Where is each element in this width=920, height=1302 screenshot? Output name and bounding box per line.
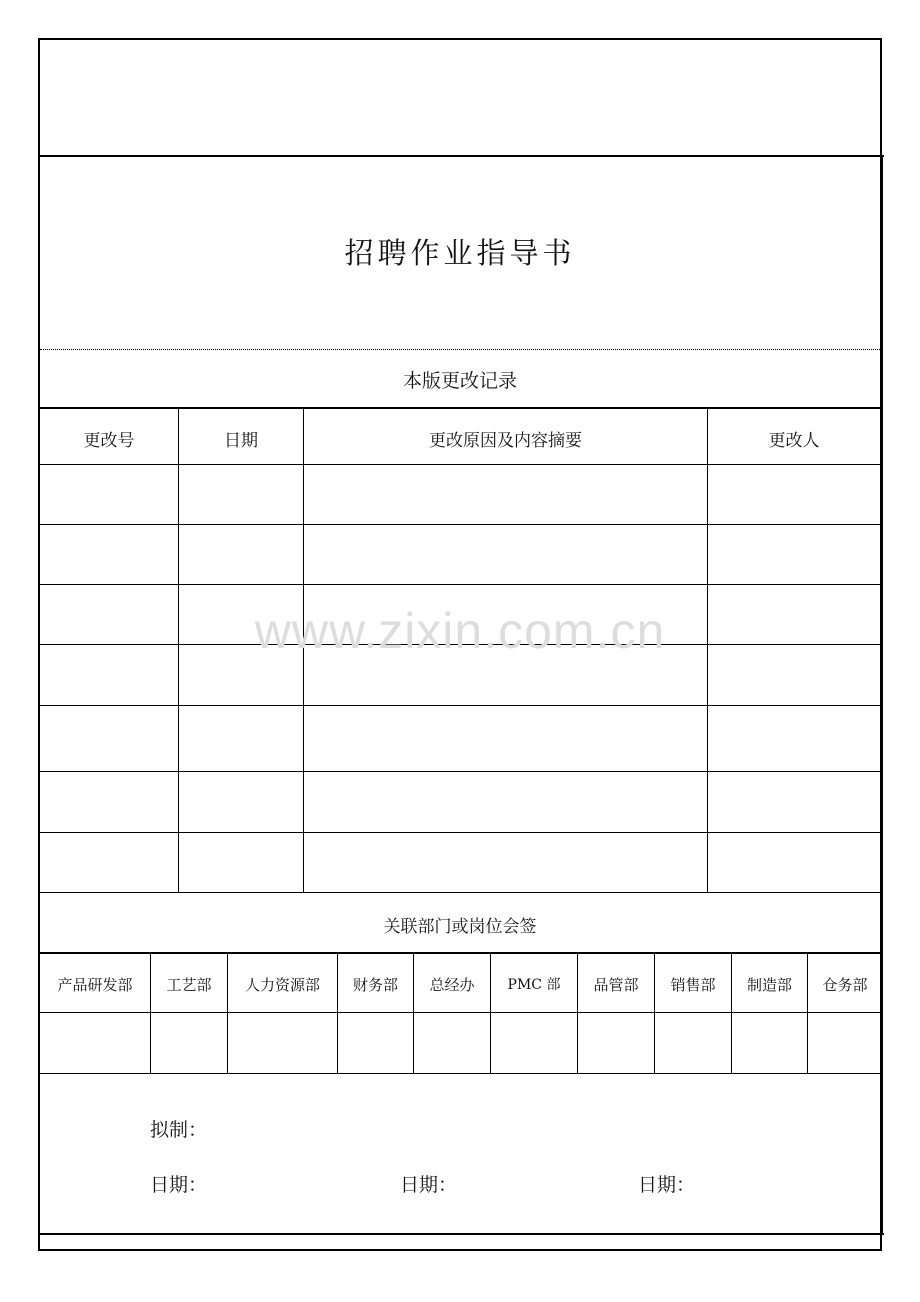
document-title: 招聘作业指导书 — [344, 236, 576, 270]
column-header-modifier: 更改人 — [768, 431, 820, 451]
column-header-reason-summary: 更改原因及内容摘要 — [429, 431, 582, 451]
revision-row-divider — [40, 832, 882, 833]
footer-divider — [38, 1233, 884, 1235]
department-header: 总经办 — [429, 976, 475, 994]
revision-row-divider — [40, 771, 882, 772]
department-header: PMC 部 — [507, 977, 561, 993]
department-column-divider — [654, 953, 655, 1074]
department-column-divider — [413, 953, 414, 1074]
date-label: 日期： — [400, 1174, 458, 1196]
department-header: 销售部 — [670, 976, 716, 994]
countersign-heading: 关联部门或岗位会签 — [383, 917, 537, 937]
department-column-divider — [337, 953, 338, 1074]
department-column-divider — [227, 953, 228, 1074]
revision-row-divider — [40, 584, 882, 585]
revision-row-divider — [40, 524, 882, 525]
department-header: 仓务部 — [822, 976, 868, 994]
revision-record-heading: 本版更改记录 — [402, 370, 517, 392]
department-column-divider — [731, 953, 732, 1074]
drafted-by-label: 拟制： — [150, 1119, 208, 1141]
department-header: 品管部 — [593, 976, 639, 994]
revision-table-bottom — [40, 892, 882, 893]
department-header: 制造部 — [746, 976, 792, 994]
department-column-divider — [490, 953, 491, 1074]
watermark: www.zixin.com.cn — [254, 603, 666, 659]
department-column-divider — [577, 953, 578, 1074]
department-header: 工艺部 — [166, 976, 212, 994]
department-column-divider — [150, 953, 151, 1074]
department-header: 财务部 — [352, 976, 398, 994]
department-header: 产品研发部 — [57, 976, 133, 994]
date-label: 日期： — [638, 1174, 696, 1196]
title-dotted-divider — [40, 349, 880, 350]
column-header-revision-no: 更改号 — [83, 431, 135, 451]
revision-header-divider — [40, 464, 882, 465]
countersign-table-bottom — [40, 1073, 882, 1074]
revision-heading-divider — [40, 407, 882, 409]
countersign-heading-divider — [40, 952, 882, 954]
date-label: 日期： — [150, 1174, 208, 1196]
department-header: 人力资源部 — [244, 976, 320, 994]
column-header-date: 日期 — [224, 431, 258, 451]
header-divider — [38, 155, 884, 157]
revision-row-divider — [40, 705, 882, 706]
department-header-divider — [40, 1012, 882, 1013]
department-column-divider — [807, 953, 808, 1074]
